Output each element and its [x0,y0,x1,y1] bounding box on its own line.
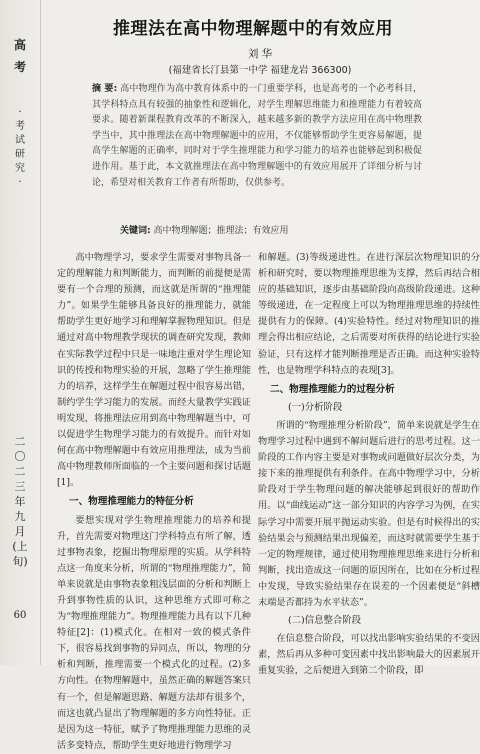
subsection-heading: (一)分析阶段 [288,401,343,413]
keywords-label: 关键词: [120,226,151,236]
section-char: · [18,107,22,118]
section-heading: 二、物理推理能力的过程分析 [270,383,395,395]
page-number: 60 [13,610,27,621]
section-char: 研 [15,149,25,160]
section-name-vertical [10,106,30,190]
date-char: 〇 [14,450,26,463]
left-column [57,250,251,754]
abstract [92,82,422,191]
right-column [258,250,480,679]
body-paragraph: 在信息整合阶段，可以找出影响实验结果的不变因素，然后再从多种可变因素中找出影响最大的因素展开重复实验，之后便进入到第二个阶段，即 [258,633,480,677]
body-paragraph: 高中物理学习，要求学生需要对事物具备一定的理解能力和判断能力，而判断的前提便是需要有一个合理的预测，而这就是所谓的“推理能力”。如果学生能够具备良好的推理能力，就能帮助学生更好地学习和理解掌握物理知识。但是通过对高中物理教学现状的调查研究发现，教师在实际教学过程中只是一味地注重对学生理论知识的传授和物理实验的开展，忽略了学生推理能力的培养，这样学生在解题过程中很容易出错，制约学生学习能力的发展。而经大量教学实践证明发现，将推理法应用到高中物理解题当中，可以促进学生物理学习能力的有效提升。而针对如何在高中物理解题中有效应用推理法，成为当前高中物理教师所面临的一个主要问题和探讨话题[1]。 [57,252,251,489]
section-char: 究 [15,163,25,174]
date-char: 三 [14,480,26,493]
section-char: 试 [15,135,25,146]
section-heading: 一、物理推理能力的特征分析 [69,496,194,508]
gutter-divider [40,0,41,665]
subsection-heading: (二)信息整合阶段 [288,615,361,627]
date-char: 二 [14,465,26,478]
abstract-label: 摘 要: [92,84,118,94]
date-char: 年 [14,495,26,508]
body-paragraph: 所谓的“物理推理分析阶段”，简单来说就是学生在物理学习过程中遇到不解问题后进行的思考过程。这一阶段的工作内容主要是对事物或问题做好层次分类，为接下来的推理提供有利条件。在高中物理学习中，分析阶段对于学生物理问题的解决能够起到很好的帮助作用。以“曲线运动”这一部分知识的内容学习为例，在实际学习中需要开展平抛运动实验。但是有时候得出的实验结果会与预测结果出现偏差，而这时就需要学生基于一定的物理规律，通过使用物理推理思维来进行分析和判断，找出造成这一问题的原因所在，比如在分析过程中发现，导致实验结果存在误差的一个因素便是“斜槽末端是否都持为水平状态”。 [258,419,480,608]
body-paragraph: 要想实现对学生物理推理能力的培养和提升，首先需要对物理这门学科特点有所了解，透过事物表象，挖掘出物理原理的实质。从学科特点这一角度来分析，所谓的“物理推理能力”，简单来说就是由事物表象粗浅层面的分析和判断上升到事物性质的认识，这种思维方式即可称之为“物理推理能力”。物理推理能力具有以下几种特征[2]：(1)模式化。在相对一致的模式条件下，很容易找到事物的异同点，所以，物理的分析和判断，推理需要一个模式化的过程。(2)多方向性。在物理解题中，虽然正确的解题答案只有一个，但是解题思路、解题方法却有很多个，而这也就凸显出了物理解题的多方向性特征。正是因为这一特征，赋予了物理推理能力思维的灵活多变特点，帮助学生更好地进行物理学习 [57,514,251,751]
issue-date-vertical [10,434,30,569]
date-char: 二 [14,435,26,448]
date-char: (上 [12,540,28,553]
date-char: 旬) [12,555,28,568]
date-char: 月 [14,525,26,538]
journal-char: 高 [13,38,26,52]
journal-name-vertical [8,34,32,78]
section-char: · [18,177,22,188]
journal-char: 考 [13,60,26,74]
author-affiliation: (福建省长汀县第一中学 福建龙岩 366300) [168,65,352,76]
date-char: 九 [14,510,26,523]
body-paragraph: 和解题。(3)等级递进性。在进行深层次物理知识的分析和研究时，要以物理推理思维为支撑，然后再结合相应的基础知识，逐步由基础阶段向高级阶段递进。这种等级递进，在一定程度上可以为物理推理思维的持续性提供有力的保障。(4)实验特性。经过对物理知识的推理会得出相应结论，之后需要对所获得的结论进行实验验证，只有这样才能判断推理是否正确。而这种实验特性，也是物理学科特点的表现[3]。 [258,252,480,376]
author-name: 刘 华 [247,48,273,60]
keywords-text: 高中物理解题；推理法；有效应用 [153,226,289,236]
article-title: 推理法在高中物理解题中的有效应用 [113,19,393,39]
abstract-text: 高中物理作为高中教育体系中的一门重要学科，也是高考的一个必考科目，其学科特点具有较强的抽象性和逻辑化，对学生理解思维能力和推理能力有着较高要求。随着新课程教育改革的不断深入，越来越多新的教学方法应用在高中物理教学当中，其中推理法在高中物理解题中的应用，不仅能够帮助学生更容易解题，提高学生解题的正确率，同时对于学生推理能力和学习能力的培养也能够起到积极促进作用。基于此，本文就推理法在高中物理解题中的有效应用展开了详细分析与讨论，希望对相关教育工作者有所帮助，仅供参考。 [92,84,422,188]
keywords [120,223,440,236]
section-char: 考 [15,121,25,132]
